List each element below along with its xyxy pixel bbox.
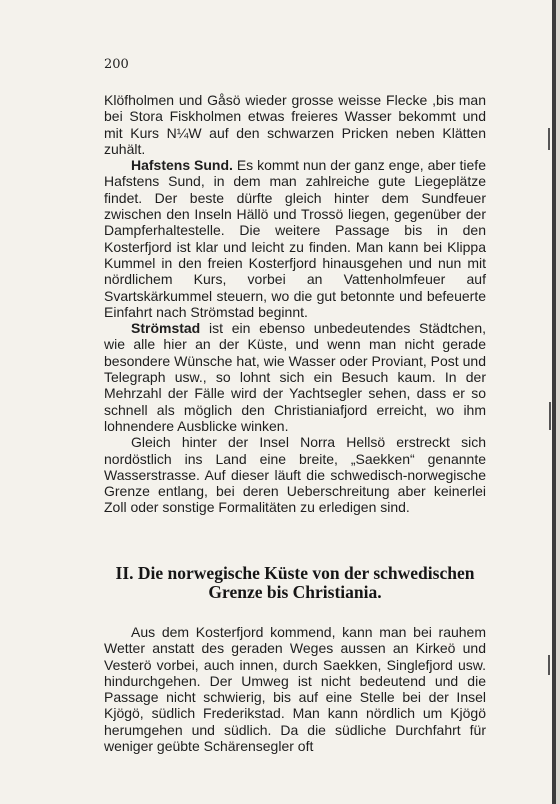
- page-number: 200: [104, 57, 129, 72]
- edge-mark: [548, 655, 550, 675]
- paragraph-body: ist ein ebenso unbedeutendes Städtchen, wie alle hier an der Küste, und wenn man nicht gerade besondere Wünsche hat, wie Wasser oder Proviant, Post und Telegraph usw., so lohnt sich ein Besuch kaum. In der Mehrzahl der Fälle wird der Yachtsegler sehen, dass er so schnell als möglich den Christianiafjord erreicht, wo ihm lohnendere Ausblicke winken.: [104, 320, 486, 434]
- section-heading-line2: Grenze bis Christiania.: [208, 581, 382, 602]
- body-text-upper: [104, 92, 486, 516]
- edge-mark: [549, 402, 551, 430]
- edge-mark: [548, 128, 550, 150]
- paragraph-lead: Strömstad: [131, 320, 201, 337]
- paragraph-stroemstad: [104, 320, 486, 434]
- paragraph-lead: Hafstens Sund.: [131, 157, 233, 174]
- paragraph-norra-hellsoe: Gleich hinter der Insel Norra Hellsö erstreckt sich nordöstlich ins Land eine breite, „Saekken“ genannte Wasserstrasse. Auf dieser läuft die schwedisch-norwegische Grenze entlang, bei deren Ueberschreitung aber keinerlei Zoll oder sonstige Formalitäten zu erledigen sind.: [104, 434, 486, 516]
- paragraph-hafstens-sund: [104, 157, 486, 320]
- paragraph-body: Es kommt nun der ganz enge, aber tiefe Hafstens Sund, in dem man zahlreiche gute Liegeplätze findet. Der beste dürfte gleich hinter dem Sundfeuer zwischen den Inseln Hällö und Trossö liegen, gegenüber der Dampferhaltestelle. Die weitere Passage bis in den Kosterfjord ist klar und leicht zu finden. Man kann bei Klippa Kummel in den freien Kosterfjord hinausgehen und nun mit nördlichem Kurs, vorbei an Vattenholmfeuer auf Svartskärkummel steuern, wo die gut betonnte und befeuerte Einfahrt nach Strömstad beginnt.: [104, 157, 486, 320]
- paragraph-kosterfjord: Aus dem Kosterfjord kommend, kann man bei rauhem Wetter anstatt des geraden Weges aussen an Kirkeö und Vesterö vorbei, auch innen, durch Saekken, Singlefjord usw. hindurchgehen. Der Umweg ist nicht bedeutend und die Passage nicht schwierig, bis auf eine Stelle bei der Insel Kjögö, südlich Frederikstad. Man kann nördlich um Kjögö herumgehen und südlich. Da die südliche Durchfahrt für weniger geübte Schärensegler oft: [104, 624, 486, 755]
- paragraph-kloefholmen: Klöfholmen und Gåsö wieder grosse weisse Flecke ,bis man bei Stora Fiskholmen etwas freieres Wasser bekommt und mit Kurs N¼W auf den schwarzen Pricken neben Klätten zuhält.: [104, 92, 486, 157]
- section-heading-line1: II. Die norwegische Küste von der schwedischen: [115, 563, 475, 583]
- section-heading: [104, 564, 486, 601]
- body-text-lower: [104, 610, 486, 768]
